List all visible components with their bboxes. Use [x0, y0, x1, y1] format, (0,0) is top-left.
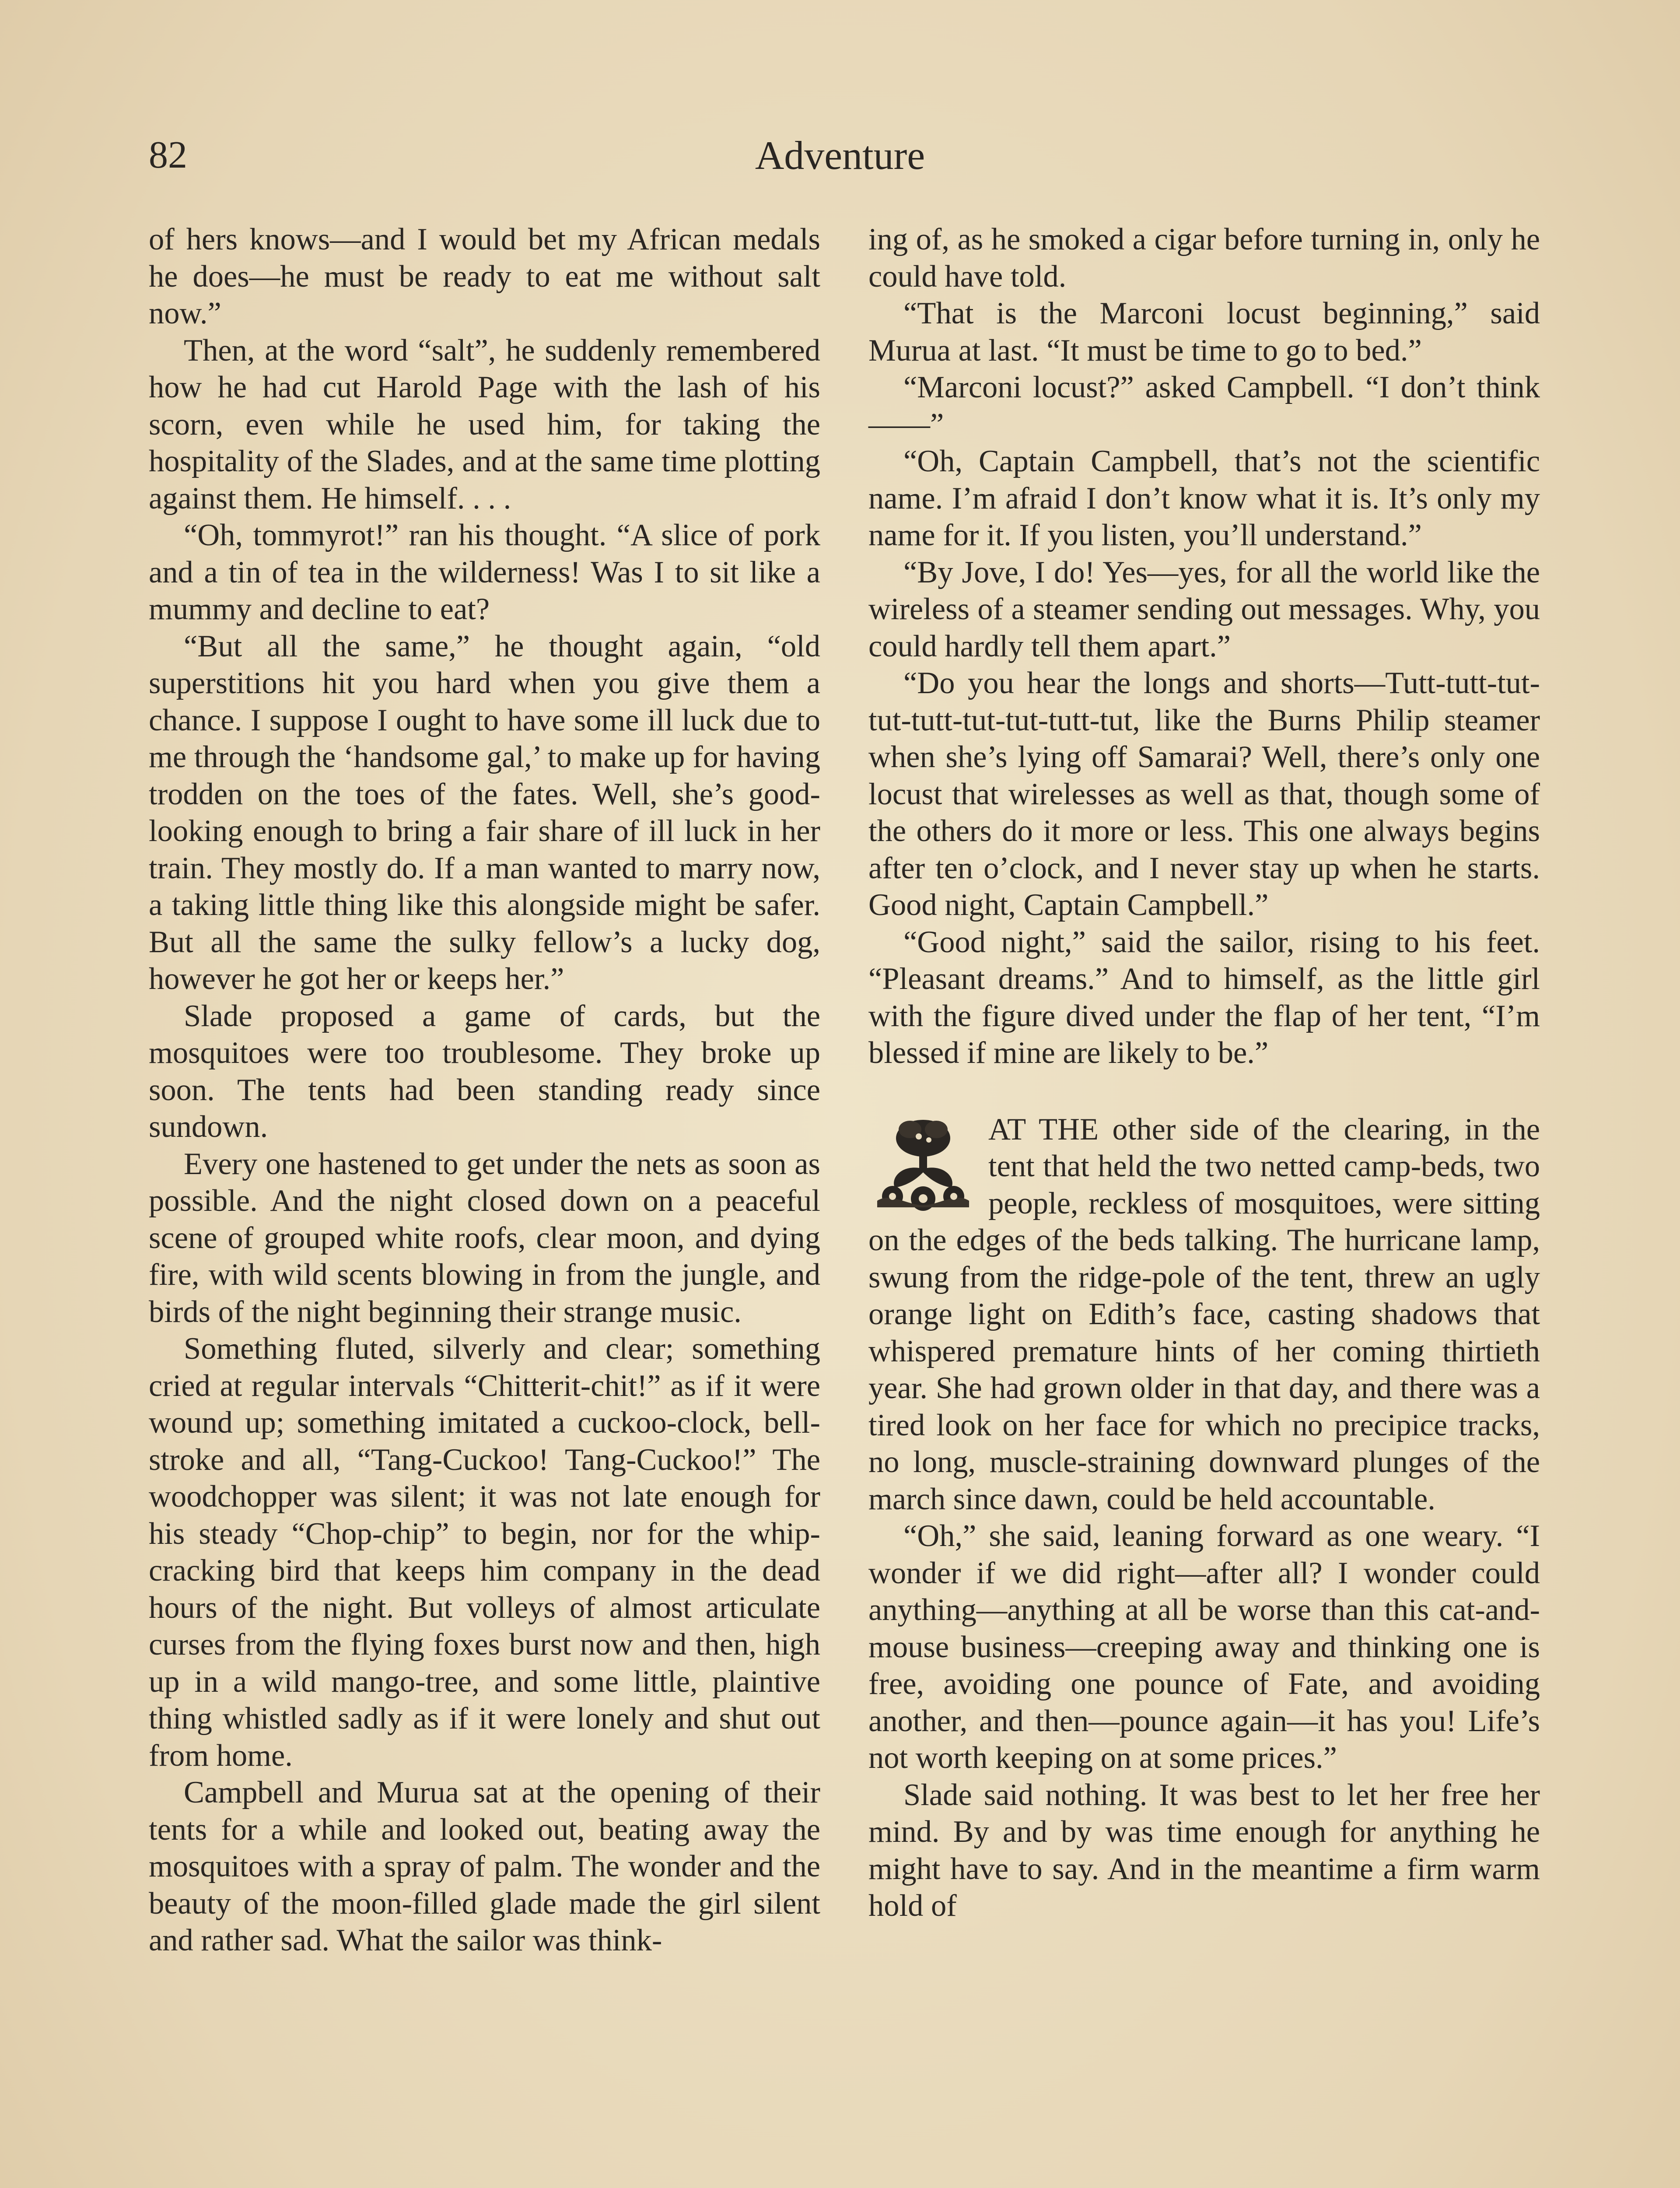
- left-column: [149, 221, 820, 2188]
- section-break: [868, 1111, 1540, 1925]
- paragraph: “Oh, tommyrot!” ran his thought. “A slice of pork and a tin of tea in the wilderness! Was I to sit like a mummy and decline to eat?: [149, 518, 820, 626]
- paragraph: AT THE other side of the clearing, in the tent that held the two netted camp-beds, two people, reckless of mosquitoes, were sitting on the edges of the beds talking. The hurricane lamp, swung from the ridge-pole of the tent, threw an ugly orange light on Edith’s face, casting shadows that whispered premature hints of her coming thirtieth year. She had grown older in that day, and there was a tired look on her face for which no precipice tracks, no long, muscle-straining downward plunges of the march since dawn, could be held accountable.: [868, 1112, 1540, 1516]
- page-header: [149, 131, 1531, 188]
- paragraph: “By Jove, I do! Yes—yes, for all the world like the wireless of a steamer sending out messages. Why, you could hardly tell them apart.”: [868, 555, 1540, 663]
- text-columns: [149, 221, 1540, 2188]
- paragraph: “Good night,” said the sailor, rising to his feet. “Pleasant dreams.” And to himself, as the little girl with the figure dived under the flap of her tent, “I’m blessed if mine are likely to be.”: [868, 925, 1540, 1070]
- paragraph: Campbell and Murua sat at the opening of their tents for a while and looked out, beating away the mosquitoes with a spray of palm. The wonder and the beauty of the moon-filled glade made the girl silent and rather sad. What the sailor was think-: [149, 1775, 820, 1957]
- paragraph: “Oh,” she said, leaning forward as one weary. “I wonder if we did right—after all? I wonder could anything—anything at all be worse than this cat-and-mouse business—creeping away and thinking one is free, avoiding one pounce of Fate, and avoiding another, and then—pounce again—it has you! Life’s not worth keeping on at some prices.”: [868, 1519, 1540, 1775]
- paragraph: “Do you hear the longs and shorts—Tutt-tutt-tut-tut-tutt-tut-tut-tutt-tut, like the Burns Philip steamer when she’s lying off Samarai? Well, there’s only one locust that wirelesses as well as that, though some of the others do it more or less. This one always begins after ten o’clock, and I never stay up when he starts. Good night, Captain Campbell.”: [868, 666, 1540, 922]
- running-title: Adventure: [755, 133, 925, 178]
- paragraph: ing of, as he smoked a cigar before turning in, only he could have told.: [868, 222, 1540, 294]
- paragraph: “But all the same,” he thought again, “old superstitions hit you hard when you give them a chance. I suppose I ought to have some ill luck due to me through the ‘handsome gal,’ to make up for having trodden on the toes of the fates. Well, she’s good-looking enough to bring a fair share of ill luck in her train. They mostly do. If a man wanted to marry now, a taking little thing like this alongside might be safer. But all the same the sulky fellow’s a lucky dog, however he got her or keeps her.”: [149, 629, 820, 996]
- page-number: 82: [149, 134, 187, 176]
- paragraph: of hers knows—and I would bet my African medals he does—he must be ready to eat me without salt now.”: [149, 222, 820, 330]
- paragraph: “Oh, Captain Campbell, that’s not the scientific name. I’m afraid I don’t know what it is. It’s only my name for it. If you listen, you’ll understand.”: [868, 444, 1540, 552]
- paragraph: Slade said nothing. It was best to let her free her mind. By and by was time enough for anything he might have to say. And in the meantime a firm warm hold of: [868, 1778, 1540, 1923]
- paragraph: “Marconi locust?” asked Campbell. “I don’t think——”: [868, 370, 1540, 442]
- paragraph: Slade proposed a game of cards, but the mosquitoes were too troublesome. They broke up soon. The tents had been standing ready since sundown.: [149, 999, 820, 1144]
- paragraph: “That is the Marconi locust beginning,” said Murua at last. “It must be time to go to bed.”: [868, 296, 1540, 368]
- paragraph: Then, at the word “salt”, he suddenly remembered how he had cut Harold Page with the lash of his scorn, even while he used him, for taking the hospitality of the Slades, and at the same time plotting against them. He himself. . . .: [149, 333, 820, 515]
- floral-drop-ornament-icon: [868, 1111, 978, 1216]
- paragraph: Every one hastened to get under the nets as soon as possible. And the night closed down on a peaceful scene of grouped white roofs, clear moon, and dying fire, with wild scents blowing in from the jungle, and birds of the night beginning their strange music.: [149, 1147, 820, 1329]
- paragraph: Something fluted, silverly and clear; something cried at regular intervals “Chitterit-chit!” as if it were wound up; something imitated a cuckoo-clock, bell-stroke and all, “Tang-Cuckoo! Tang-Cuckoo!” The woodchopper was silent; it was not late enough for his steady “Chop-chip” to begin, nor for the whip-cracking bird that keeps him company in the dead hours of the night. But volleys of almost articulate curses from the flying foxes burst now and then, high up in a wild mango-tree, and some little, plaintive thing whistled sadly as if it were lonely and shut out from home.: [149, 1332, 820, 1773]
- right-column: [868, 221, 1540, 2188]
